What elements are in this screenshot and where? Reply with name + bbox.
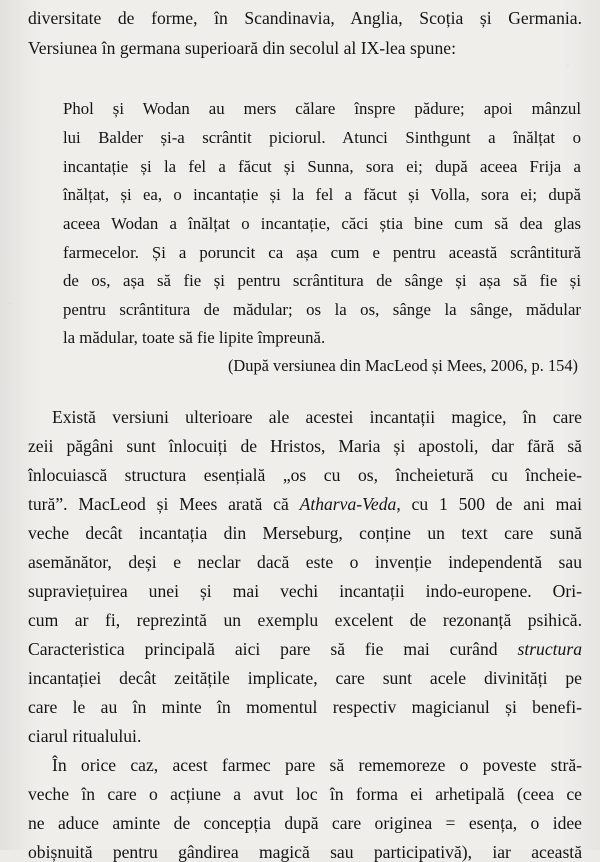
quote-line: aceea Wodan a înălțat o incantație, căci știa bine cum să dea glas bbox=[63, 214, 581, 233]
quote-line: Phol și Wodan au mers călare înspre pădure; apoi mânzul bbox=[63, 99, 581, 118]
quote-line: incantație și la fel a făcut și Sunna, sora ei; după aceea Frija a bbox=[63, 157, 581, 176]
paragraph-line: veche decât incantația din Merseburg, conține un text care sună bbox=[28, 523, 582, 543]
paragraph-line: care le au în minte în momentul respectiv magicianul și benefi- bbox=[28, 697, 582, 717]
intro-line-1: diversitate de forme, în Scandinavia, Anglia, Scoția și Germania. bbox=[28, 8, 582, 28]
emphasis-text: structura bbox=[517, 639, 582, 659]
paragraph-text: Caracteristica principală aici pare să fie mai curând bbox=[28, 639, 498, 659]
emphasis-text: Atharva-Veda bbox=[299, 494, 397, 514]
paragraph-line: incantației decât zeitățile implicate, care sunt acele divinități pe bbox=[28, 668, 582, 688]
paragraph-line: zeii păgâni sunt înlocuiți de Hristos, Maria și apostoli, dar fără să bbox=[28, 436, 582, 456]
paragraph-line: înlocuiască structura esențială „os cu os, încheietură cu încheie- bbox=[28, 465, 582, 485]
paragraph-line: ne aduce aminte de concepția după care originea = esența, o idee bbox=[28, 813, 582, 833]
quote-line: înălțat, și ea, o incantație și la fel a făcut și Volla, sora ei; după bbox=[63, 185, 581, 204]
paragraph-line: Există versiuni ulterioare ale acestei incantații magice, în care bbox=[52, 407, 582, 427]
bleed-through-mark: · bbox=[8, 296, 12, 310]
paragraph-line: veche în care o acțiune a avut loc în forma ei arhetipală (ceea ce bbox=[28, 784, 582, 804]
paragraph-line: obișnuită pentru gândirea magică sau participativă), iar această bbox=[28, 842, 582, 862]
paragraph-line: În orice caz, acest farmec pare să rememoreze o poveste stră- bbox=[52, 755, 582, 775]
paragraph-line: supraviețuirea unei și mai vechi incantații indo-europene. Ori- bbox=[28, 581, 582, 601]
intro-line-2: Versiunea în germana superioară din secolul al IX-lea spune: bbox=[28, 38, 456, 58]
paragraph-text: tură”. MacLeod și Mees arată că bbox=[28, 494, 289, 514]
paragraph-line: cum ar fi, reprezintă un exemplu excelent de rezonanță psihică. bbox=[28, 610, 582, 630]
paragraph-line: asemănător, deși e neclar dacă este o invenție independentă sau bbox=[28, 552, 582, 572]
paragraph-text: , cu 1 500 de ani mai bbox=[396, 494, 582, 514]
paragraph-line bbox=[28, 641, 582, 659]
quote-line: la mădular, toate să fie lipite împreună. bbox=[63, 328, 326, 347]
paragraph-line: ciarul ritualului. bbox=[28, 726, 142, 746]
quote-citation: (După versiunea din MacLeod și Mees, 2006, p. 154) bbox=[227, 356, 578, 375]
bleed-through-mark: · bbox=[566, 58, 570, 72]
quote-line: lui Balder și-a scrântit piciorul. Atunci Sinthgunt a înălțat o bbox=[63, 128, 581, 147]
paragraph-line bbox=[28, 496, 582, 514]
quote-line: de os, așa să fie și pentru scrântitura de sânge și așa să fie și bbox=[63, 271, 581, 290]
quote-line: farmecelor. Și a poruncit ca așa cum e pentru această scrântitură bbox=[63, 243, 581, 262]
quote-line: pentru scrântitura de mădular; os la os, sânge la sânge, mădular bbox=[63, 300, 581, 319]
